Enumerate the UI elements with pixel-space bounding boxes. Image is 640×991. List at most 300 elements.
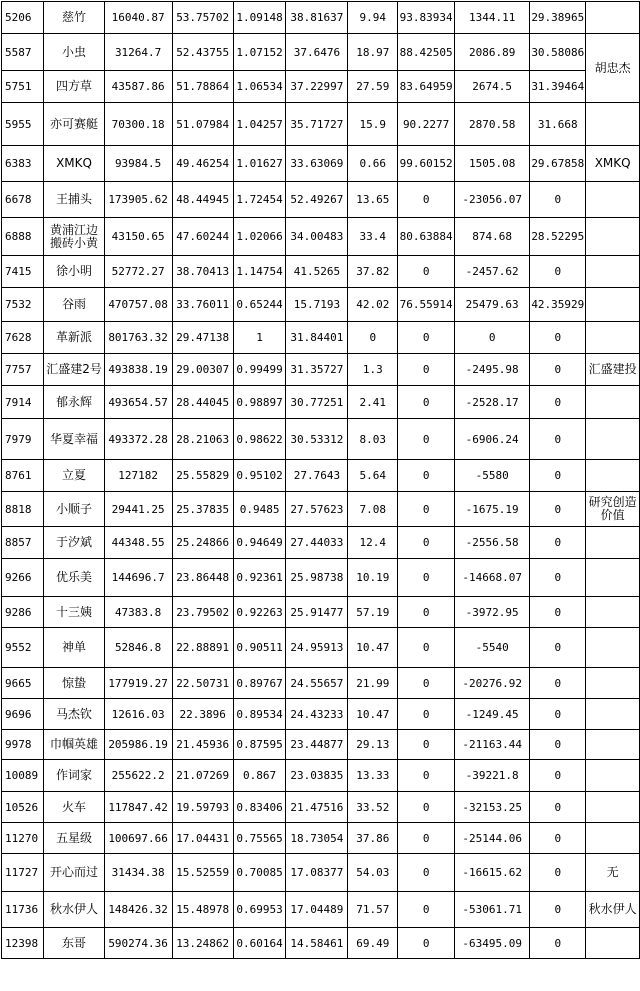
- score-cell: 83.64959: [398, 71, 455, 103]
- score-cell: 0: [398, 854, 455, 892]
- note-cell: [586, 288, 640, 322]
- profit-cell: 1344.11: [454, 2, 529, 34]
- table-row: [2, 892, 640, 928]
- note-cell: [586, 182, 640, 218]
- profit-cell: 2674.5: [454, 71, 529, 103]
- user-id-cell: 7532: [2, 288, 44, 322]
- ratio-a-cell: 48.44945: [172, 182, 233, 218]
- profit-cell: 1505.08: [454, 146, 529, 182]
- nickname-cell: 作词家: [44, 760, 104, 792]
- score-cell: 0: [398, 628, 455, 668]
- ratio-c-cell: 37.6476: [286, 34, 348, 71]
- table-row: [2, 322, 640, 354]
- nickname-cell: 汇盛建2号: [44, 354, 104, 386]
- user-id-cell: 6678: [2, 182, 44, 218]
- ratio-c-cell: 52.49267: [286, 182, 348, 218]
- note-cell: [586, 322, 640, 354]
- user-id-cell: 7628: [2, 322, 44, 354]
- ratio-a-cell: 19.59793: [172, 792, 233, 823]
- user-id-cell: 12398: [2, 928, 44, 959]
- score-cell: 0: [398, 792, 455, 823]
- percent-cell: 10.47: [348, 628, 398, 668]
- note-cell: XMKQ: [586, 146, 640, 182]
- user-id-cell: 6888: [2, 218, 44, 256]
- note-cell: 秋水伊人: [586, 892, 640, 928]
- ratio-b-cell: 0.69953: [233, 892, 286, 928]
- user-id-cell: 7415: [2, 256, 44, 288]
- value-cell: 43587.86: [104, 71, 172, 103]
- ratio-c-cell: 33.63069: [286, 146, 348, 182]
- value-cell: 31264.7: [104, 34, 172, 71]
- profit-cell: 0: [454, 322, 529, 354]
- ratio-a-cell: 33.76011: [172, 288, 233, 322]
- ratio-c-cell: 27.44033: [286, 527, 348, 559]
- table-row: [2, 2, 640, 34]
- ratio-c-cell: 31.35727: [286, 354, 348, 386]
- metric-cell: 0: [530, 699, 586, 730]
- score-cell: 0: [398, 386, 455, 419]
- ratio-b-cell: 0.89534: [233, 699, 286, 730]
- table-row: [2, 699, 640, 730]
- ratio-a-cell: 17.04431: [172, 823, 233, 854]
- nickname-cell: 华夏幸福: [44, 419, 104, 460]
- metric-cell: 0: [530, 628, 586, 668]
- value-cell: 255622.2: [104, 760, 172, 792]
- ratio-c-cell: 30.77251: [286, 386, 348, 419]
- nickname-cell: 优乐美: [44, 559, 104, 597]
- table-row: [2, 103, 640, 146]
- percent-cell: 0: [348, 322, 398, 354]
- table-row: [2, 668, 640, 699]
- note-cell: [586, 386, 640, 419]
- table-row: [2, 730, 640, 760]
- ratio-c-cell: 41.5265: [286, 256, 348, 288]
- ratio-b-cell: 1: [233, 322, 286, 354]
- value-cell: 31434.38: [104, 854, 172, 892]
- nickname-cell: 巾帼英雄: [44, 730, 104, 760]
- metric-cell: 0: [530, 460, 586, 492]
- table-row: [2, 597, 640, 628]
- percent-cell: 5.64: [348, 460, 398, 492]
- ratio-b-cell: 1.07152: [233, 34, 286, 71]
- ratio-a-cell: 22.50731: [172, 668, 233, 699]
- percent-cell: 1.3: [348, 354, 398, 386]
- note-cell: [586, 103, 640, 146]
- percent-cell: 9.94: [348, 2, 398, 34]
- note-cell: 研究创造价值: [586, 492, 640, 527]
- profit-cell: -2495.98: [454, 354, 529, 386]
- value-cell: 93984.5: [104, 146, 172, 182]
- user-id-cell: 8857: [2, 527, 44, 559]
- nickname-cell: 十三姨: [44, 597, 104, 628]
- user-id-cell: 9552: [2, 628, 44, 668]
- profit-cell: 25479.63: [454, 288, 529, 322]
- table-row: [2, 386, 640, 419]
- profit-cell: -16615.62: [454, 854, 529, 892]
- ratio-a-cell: 15.48978: [172, 892, 233, 928]
- metric-cell: 30.58086: [530, 34, 586, 71]
- nickname-cell: 黄浦江边搬砖小黄: [44, 218, 104, 256]
- user-id-cell: 5587: [2, 34, 44, 71]
- value-cell: 801763.32: [104, 322, 172, 354]
- percent-cell: 42.02: [348, 288, 398, 322]
- percent-cell: 71.57: [348, 892, 398, 928]
- metric-cell: 0: [530, 559, 586, 597]
- user-id-cell: 7979: [2, 419, 44, 460]
- value-cell: 16040.87: [104, 2, 172, 34]
- ratio-a-cell: 28.21063: [172, 419, 233, 460]
- value-cell: 47383.8: [104, 597, 172, 628]
- nickname-cell: 火车: [44, 792, 104, 823]
- profit-cell: -6906.24: [454, 419, 529, 460]
- metric-cell: 0: [530, 419, 586, 460]
- ratio-c-cell: 25.98738: [286, 559, 348, 597]
- value-cell: 493372.28: [104, 419, 172, 460]
- percent-cell: 15.9: [348, 103, 398, 146]
- table-row: [2, 628, 640, 668]
- table-row: [2, 256, 640, 288]
- score-cell: 0: [398, 559, 455, 597]
- ratio-c-cell: 17.04489: [286, 892, 348, 928]
- user-id-cell: 5751: [2, 71, 44, 103]
- nickname-cell: 神单: [44, 628, 104, 668]
- ratio-b-cell: 1.04257: [233, 103, 286, 146]
- profit-cell: -53061.71: [454, 892, 529, 928]
- ratio-c-cell: 25.91477: [286, 597, 348, 628]
- table-row: [2, 419, 640, 460]
- user-id-cell: 10526: [2, 792, 44, 823]
- ratio-a-cell: 29.00307: [172, 354, 233, 386]
- user-id-cell: 8761: [2, 460, 44, 492]
- ratio-a-cell: 23.86448: [172, 559, 233, 597]
- value-cell: 144696.7: [104, 559, 172, 597]
- table-row: [2, 182, 640, 218]
- ratio-c-cell: 35.71727: [286, 103, 348, 146]
- ratio-b-cell: 0.87595: [233, 730, 286, 760]
- score-cell: 0: [398, 760, 455, 792]
- percent-cell: 27.59: [348, 71, 398, 103]
- percent-cell: 33.52: [348, 792, 398, 823]
- profit-cell: -39221.8: [454, 760, 529, 792]
- percent-cell: 13.33: [348, 760, 398, 792]
- value-cell: 100697.66: [104, 823, 172, 854]
- user-id-cell: 9665: [2, 668, 44, 699]
- value-cell: 493654.57: [104, 386, 172, 419]
- nickname-cell: 五星级: [44, 823, 104, 854]
- table-body: [2, 2, 640, 959]
- metric-cell: 0: [530, 892, 586, 928]
- ratio-b-cell: 1.09148: [233, 2, 286, 34]
- user-id-cell: 8818: [2, 492, 44, 527]
- ratio-a-cell: 38.70413: [172, 256, 233, 288]
- value-cell: 12616.03: [104, 699, 172, 730]
- note-cell: 胡忠杰: [586, 34, 640, 103]
- profit-cell: -5540: [454, 628, 529, 668]
- score-cell: 0: [398, 699, 455, 730]
- note-cell: 汇盛建投: [586, 354, 640, 386]
- value-cell: 70300.18: [104, 103, 172, 146]
- percent-cell: 12.4: [348, 527, 398, 559]
- profit-cell: -1675.19: [454, 492, 529, 527]
- metric-cell: 0: [530, 322, 586, 354]
- ratio-b-cell: 0.867: [233, 760, 286, 792]
- nickname-cell: 立夏: [44, 460, 104, 492]
- profit-cell: -5580: [454, 460, 529, 492]
- profit-cell: -63495.09: [454, 928, 529, 959]
- percent-cell: 18.97: [348, 34, 398, 71]
- percent-cell: 69.49: [348, 928, 398, 959]
- ratio-c-cell: 27.7643: [286, 460, 348, 492]
- percent-cell: 33.4: [348, 218, 398, 256]
- nickname-cell: 于汐斌: [44, 527, 104, 559]
- table-row: [2, 146, 640, 182]
- metric-cell: 0: [530, 182, 586, 218]
- metric-cell: 42.35929: [530, 288, 586, 322]
- score-cell: 0: [398, 668, 455, 699]
- ratio-a-cell: 51.07984: [172, 103, 233, 146]
- note-cell: [586, 460, 640, 492]
- metric-cell: 0: [530, 730, 586, 760]
- score-cell: 0: [398, 527, 455, 559]
- ratio-a-cell: 28.44045: [172, 386, 233, 419]
- profit-cell: -20276.92: [454, 668, 529, 699]
- ratio-a-cell: 47.60244: [172, 218, 233, 256]
- note-cell: [586, 668, 640, 699]
- profit-cell: -3972.95: [454, 597, 529, 628]
- value-cell: 148426.32: [104, 892, 172, 928]
- percent-cell: 2.41: [348, 386, 398, 419]
- nickname-cell: 王捕头: [44, 182, 104, 218]
- table-row: [2, 928, 640, 959]
- ratio-b-cell: 0.98622: [233, 419, 286, 460]
- ratio-a-cell: 51.78864: [172, 71, 233, 103]
- percent-cell: 57.19: [348, 597, 398, 628]
- metric-cell: 29.67858: [530, 146, 586, 182]
- ratio-b-cell: 0.83406: [233, 792, 286, 823]
- ratio-b-cell: 0.89767: [233, 668, 286, 699]
- value-cell: 52772.27: [104, 256, 172, 288]
- value-cell: 493838.19: [104, 354, 172, 386]
- ratio-a-cell: 25.24866: [172, 527, 233, 559]
- nickname-cell: XMKQ: [44, 146, 104, 182]
- note-cell: [586, 928, 640, 959]
- profit-cell: -14668.07: [454, 559, 529, 597]
- score-cell: 0: [398, 256, 455, 288]
- table-row: [2, 218, 640, 256]
- ratio-b-cell: 0.92263: [233, 597, 286, 628]
- note-cell: [586, 527, 640, 559]
- percent-cell: 21.99: [348, 668, 398, 699]
- note-cell: 无: [586, 854, 640, 892]
- user-id-cell: 11270: [2, 823, 44, 854]
- note-cell: [586, 2, 640, 34]
- table-row: [2, 460, 640, 492]
- ratio-b-cell: 0.9485: [233, 492, 286, 527]
- metric-cell: 0: [530, 256, 586, 288]
- user-id-cell: 7757: [2, 354, 44, 386]
- ratio-a-cell: 23.79502: [172, 597, 233, 628]
- ratio-a-cell: 13.24862: [172, 928, 233, 959]
- note-cell: [586, 792, 640, 823]
- profit-cell: -25144.06: [454, 823, 529, 854]
- score-cell: 90.2277: [398, 103, 455, 146]
- metric-cell: 0: [530, 668, 586, 699]
- user-id-cell: 9266: [2, 559, 44, 597]
- value-cell: 29441.25: [104, 492, 172, 527]
- ratio-b-cell: 1.01627: [233, 146, 286, 182]
- value-cell: 127182: [104, 460, 172, 492]
- percent-cell: 0.66: [348, 146, 398, 182]
- ratio-a-cell: 15.52559: [172, 854, 233, 892]
- note-cell: [586, 597, 640, 628]
- ratio-b-cell: 0.60164: [233, 928, 286, 959]
- ratio-c-cell: 34.00483: [286, 218, 348, 256]
- ratio-b-cell: 0.94649: [233, 527, 286, 559]
- profit-cell: -32153.25: [454, 792, 529, 823]
- profit-cell: -2457.62: [454, 256, 529, 288]
- table-row: [2, 527, 640, 559]
- ratio-c-cell: 14.58461: [286, 928, 348, 959]
- value-cell: 117847.42: [104, 792, 172, 823]
- score-cell: 0: [398, 460, 455, 492]
- percent-cell: 7.08: [348, 492, 398, 527]
- user-id-cell: 5206: [2, 2, 44, 34]
- ratio-b-cell: 1.14754: [233, 256, 286, 288]
- note-cell: [586, 256, 640, 288]
- ratio-c-cell: 18.73054: [286, 823, 348, 854]
- percent-cell: 37.86: [348, 823, 398, 854]
- ratio-c-cell: 15.7193: [286, 288, 348, 322]
- metric-cell: 0: [530, 823, 586, 854]
- user-id-cell: 7914: [2, 386, 44, 419]
- percent-cell: 13.65: [348, 182, 398, 218]
- ratio-c-cell: 24.95913: [286, 628, 348, 668]
- table-row: [2, 288, 640, 322]
- metric-cell: 28.52295: [530, 218, 586, 256]
- metric-cell: 0: [530, 527, 586, 559]
- data-table: [1, 1, 640, 959]
- ratio-a-cell: 25.37835: [172, 492, 233, 527]
- table-row: [2, 823, 640, 854]
- table-row: [2, 354, 640, 386]
- ratio-b-cell: 0.75565: [233, 823, 286, 854]
- ratio-c-cell: 17.08377: [286, 854, 348, 892]
- value-cell: 52846.8: [104, 628, 172, 668]
- note-cell: [586, 419, 640, 460]
- table-row: [2, 71, 640, 103]
- profit-cell: -21163.44: [454, 730, 529, 760]
- score-cell: 99.60152: [398, 146, 455, 182]
- nickname-cell: 谷雨: [44, 288, 104, 322]
- nickname-cell: 四方草: [44, 71, 104, 103]
- metric-cell: 0: [530, 760, 586, 792]
- metric-cell: 0: [530, 597, 586, 628]
- value-cell: 470757.08: [104, 288, 172, 322]
- score-cell: 0: [398, 928, 455, 959]
- metric-cell: 29.38965: [530, 2, 586, 34]
- table-row: [2, 559, 640, 597]
- note-cell: [586, 730, 640, 760]
- metric-cell: 31.39464: [530, 71, 586, 103]
- ratio-b-cell: 0.99499: [233, 354, 286, 386]
- score-cell: 88.42505: [398, 34, 455, 71]
- ratio-c-cell: 27.57623: [286, 492, 348, 527]
- profit-cell: -1249.45: [454, 699, 529, 730]
- table-row: [2, 854, 640, 892]
- nickname-cell: 徐小明: [44, 256, 104, 288]
- value-cell: 590274.36: [104, 928, 172, 959]
- user-id-cell: 10089: [2, 760, 44, 792]
- score-cell: 0: [398, 322, 455, 354]
- table-row: [2, 34, 640, 71]
- ratio-b-cell: 0.65244: [233, 288, 286, 322]
- note-cell: [586, 628, 640, 668]
- note-cell: [586, 699, 640, 730]
- score-cell: 93.83934: [398, 2, 455, 34]
- ratio-c-cell: 24.55657: [286, 668, 348, 699]
- ratio-a-cell: 52.43755: [172, 34, 233, 71]
- note-cell: [586, 760, 640, 792]
- ratio-b-cell: 1.06534: [233, 71, 286, 103]
- ratio-a-cell: 22.3896: [172, 699, 233, 730]
- ratio-c-cell: 37.22997: [286, 71, 348, 103]
- ratio-b-cell: 1.02066: [233, 218, 286, 256]
- user-id-cell: 9286: [2, 597, 44, 628]
- metric-cell: 0: [530, 854, 586, 892]
- ratio-a-cell: 25.55829: [172, 460, 233, 492]
- percent-cell: 37.82: [348, 256, 398, 288]
- metric-cell: 31.668: [530, 103, 586, 146]
- user-id-cell: 6383: [2, 146, 44, 182]
- metric-cell: 0: [530, 386, 586, 419]
- ratio-b-cell: 1.72454: [233, 182, 286, 218]
- note-cell: [586, 823, 640, 854]
- score-cell: 0: [398, 419, 455, 460]
- nickname-cell: 小顺子: [44, 492, 104, 527]
- nickname-cell: 马杰钦: [44, 699, 104, 730]
- profit-cell: 2870.58: [454, 103, 529, 146]
- ratio-b-cell: 0.90511: [233, 628, 286, 668]
- ratio-c-cell: 21.47516: [286, 792, 348, 823]
- ratio-c-cell: 30.53312: [286, 419, 348, 460]
- score-cell: 0: [398, 182, 455, 218]
- user-id-cell: 9696: [2, 699, 44, 730]
- value-cell: 43150.65: [104, 218, 172, 256]
- metric-cell: 0: [530, 492, 586, 527]
- score-cell: 80.63884: [398, 218, 455, 256]
- score-cell: 0: [398, 492, 455, 527]
- value-cell: 173905.62: [104, 182, 172, 218]
- table-row: [2, 760, 640, 792]
- percent-cell: 10.19: [348, 559, 398, 597]
- ratio-a-cell: 49.46254: [172, 146, 233, 182]
- metric-cell: 0: [530, 792, 586, 823]
- ratio-c-cell: 23.03835: [286, 760, 348, 792]
- percent-cell: 29.13: [348, 730, 398, 760]
- ratio-c-cell: 24.43233: [286, 699, 348, 730]
- percent-cell: 10.47: [348, 699, 398, 730]
- profit-cell: 874.68: [454, 218, 529, 256]
- profit-cell: 2086.89: [454, 34, 529, 71]
- nickname-cell: 慈竹: [44, 2, 104, 34]
- profit-cell: -23056.07: [454, 182, 529, 218]
- user-id-cell: 9978: [2, 730, 44, 760]
- ratio-a-cell: 22.88891: [172, 628, 233, 668]
- user-id-cell: 5955: [2, 103, 44, 146]
- percent-cell: 54.03: [348, 854, 398, 892]
- ratio-b-cell: 0.70085: [233, 854, 286, 892]
- value-cell: 44348.55: [104, 527, 172, 559]
